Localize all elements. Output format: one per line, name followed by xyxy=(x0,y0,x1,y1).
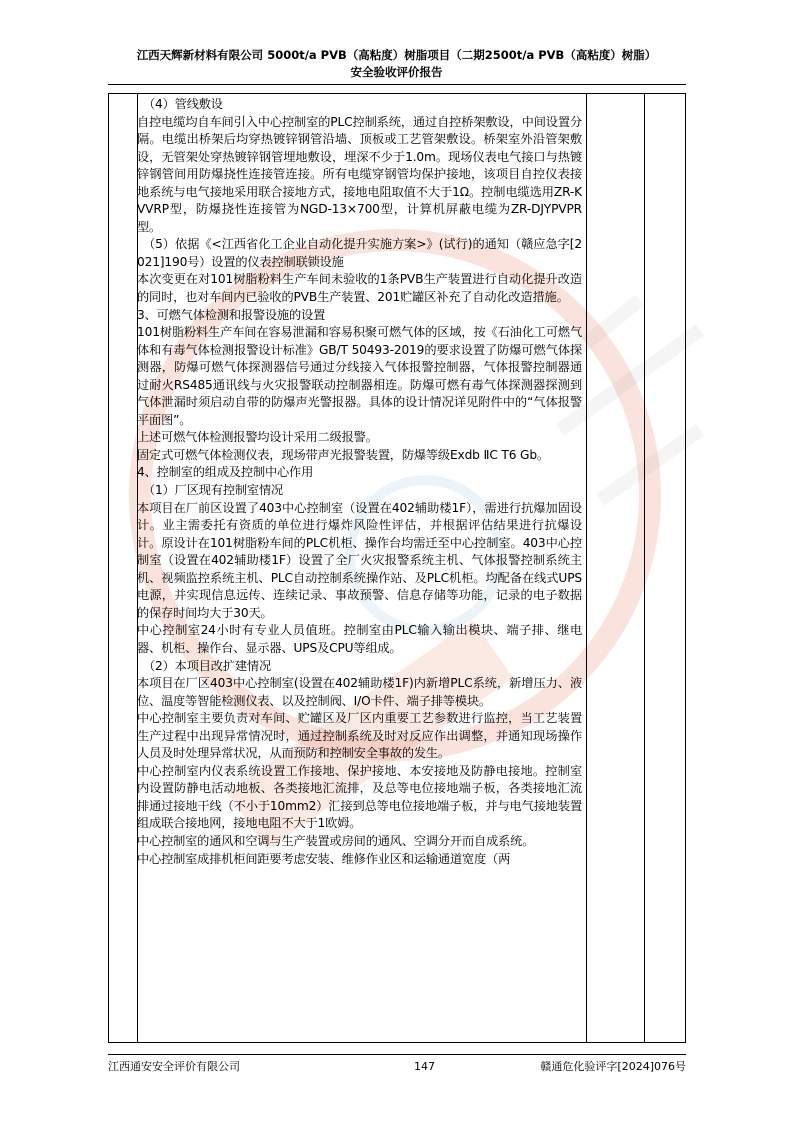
header-title-line2: 安全验收评价报告 xyxy=(350,65,443,79)
paragraph: 上述可燃气体检测报警均设计采用二级报警。 xyxy=(137,430,378,445)
paragraph: 中心控制室内仪表系统设置工作接地、保护接地、本安接地及防静电接地。控制室内设置防静电活动地板、各类接地汇流排，及总等电位接地端子板，各类接地汇流排通过接地干线（不小于10mm2）汇接到总等电位接地端子板，并与电气接地装置组成联合接地网，接地电阻不大于1欧姆。 xyxy=(137,763,582,831)
paragraph: （4）管线敷设 xyxy=(143,97,223,111)
page-header xyxy=(0,47,793,81)
header-title-line1: 江西天辉新材料有限公司 5000t/a PVB（高粘度）树脂项目（二期2500t/a PVB（高粘度）树脂） xyxy=(136,48,657,62)
footer-rule xyxy=(108,1054,686,1055)
body-text xyxy=(137,96,582,868)
paragraph: 本项目在厂区403中心控制室(设置在402辅助楼1F)内新增PLC系统，新增压力、液位、温度等智能检测仪表、以及控制阀、I/O卡件、端子排等模块。 xyxy=(137,676,582,708)
paragraph: 中心控制室成排机柜间距要考虑安装、维修作业区和运输通道宽度（两 xyxy=(137,851,511,866)
paragraph: 固定式可燃气体检测仪表，现场带声光报警装置，防爆等级Exdb ⅡC T6 Gb。 xyxy=(137,447,549,462)
paragraph: 3、可燃气体检测和报警设施的设置 xyxy=(137,307,326,322)
header-rule xyxy=(108,84,686,85)
report-number: 赣通危化验评字[2024]076号 xyxy=(540,1060,686,1073)
paragraph: （5）依据《<江西省化工企业自动化提升实施方案>》(试行)的通知（赣应急字[2021]190号）设置的仪表控制联锁设施 xyxy=(137,237,582,269)
footer-company: 江西通安安全评价有限公司 xyxy=(108,1060,240,1073)
paragraph: （1）厂区现有控制室情况 xyxy=(143,483,284,498)
paragraph: 中心控制室主要负责对车间、贮罐区及厂区内重要工艺参数进行监控，当工艺装置生产过程中出现异常情况时，通过控制系统及时对反应作出调整，并通知现场操作人员及时处理异常状况，从而预防和控制安全事故的发生。 xyxy=(137,711,582,761)
paragraph: 中心控制室24小时有专业人员值班。控制室由PLC输入输出模块、端子排、继电器、机柜、操作台、显示器、UPS及CPU等组成。 xyxy=(137,623,582,655)
paragraph: 本次变更在对101树脂粉料生产车间未验收的1条PVB生产装置进行自动化提升改造的同时，也对车间内已验收的PVB生产装置、201贮罐区补充了自动化改造措施。 xyxy=(137,272,582,305)
table-divider xyxy=(644,94,645,1042)
paragraph: 自控电缆均自车间引入中心控制室的PLC控制系统，通过自控桥架敷设，中间设置分隔。电缆出桥架后均穿热镀锌钢管沿墙、顶板或工艺管架敷设。桥架室外沿管架敷设，无管架处穿热镀锌钢管埋地敷设，埋深不少于1.0m。现场仪表电气接口与热镀锌钢管间用防爆挠性连接管连接。所有电缆穿钢管均保护接地，该项目自控仪表接地系统与电气接地采用联合接地方式，接地电阻取值不大于1Ω。控制电缆选用ZR-KVVRP型，防爆挠性连接管为NGD-13×700型，计算机屏蔽电缆为ZR-DJYPVPR型。 xyxy=(137,114,582,234)
paragraph: 4、控制室的组成及控制中心作用 xyxy=(137,465,314,480)
table-divider xyxy=(586,94,587,1042)
page-number: 147 xyxy=(414,1060,435,1073)
paragraph: 本项目在厂前区设置了403中心控制室（设置在402辅助楼1F），需进行抗爆加固设计。业主需委托有资质的单位进行爆炸风险性评估，并根据评估结果进行抗爆设计。原设计在101树脂粉车间的PLC机柜、操作台均需迁至中心控制室。403中心控制室（设置在402辅助楼1F）设置了全厂火灾报警系统主机、气体报警控制系统主机、视频监控系统主机、PLC自动控制系统操作站、及PLC机柜。均配备在线式UPS电源，并实现信息远传、连续记录、事故预警、信息存储等功能，记录的电子数据的保存时间均大于30天。 xyxy=(137,500,582,620)
paragraph: （2）本项目改扩建情况 xyxy=(143,658,271,673)
paragraph: 101树脂粉料生产车间在容易泄漏和容易积聚可燃气体的区域，按《石油化工可燃气体和有毒气体检测报警设计标准》GB/T 50493-2019的要求设置了防爆可燃气体探测器，防爆可燃气体探测器信号通过分线接入气体报警控制器，气体报警控制器通过耐火RS485通讯线与火灾报警联动控制器相连。防爆可燃有毒气体探测器探测到气体泄漏时须启动自带的防爆声光警报器。具体的设计情况详见附件中的“气体报警平面图”。 xyxy=(137,325,582,427)
paragraph: 中心控制室的通风和空调与生产装置或房间的通风、空调分开而自成系统。 xyxy=(137,833,535,848)
